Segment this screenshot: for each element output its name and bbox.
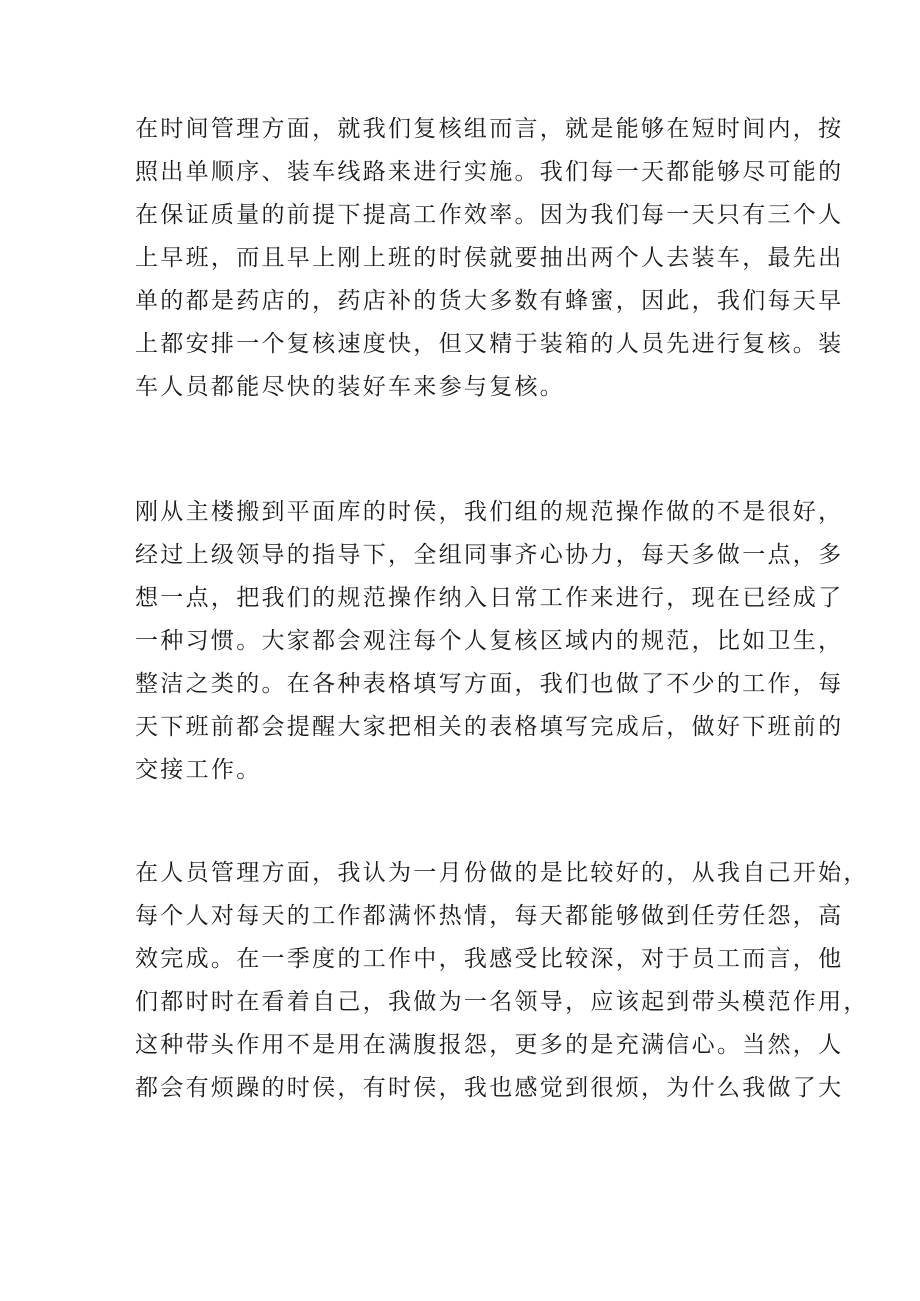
paragraph-personnel-management [135,852,869,1110]
text-line: 在人员管理方面，我认为一月份做的是比较好的，从我自己开始， [135,860,869,886]
text-line: 车人员都能尽快的装好车来参与复核。 [135,374,566,400]
text-line: 照出单顺序、装车线路来进行实施。我们每一天都能够尽可能的 [135,159,844,185]
text-line: 整洁之类的。在各种表格填写方面，我们也做了不少的工作，每 [135,671,844,697]
text-line: 都会有烦躁的时侯，有时侯，我也感觉到很烦，为什么我做了大 [135,1075,844,1101]
text-line: 效完成。在一季度的工作中，我感受比较深，对于员工而言，他 [135,946,844,972]
paragraph-time-management [135,108,844,409]
text-line: 在时间管理方面，就我们复核组而言，就是能够在短时间内，按 [135,116,844,142]
text-line: 想一点，把我们的规范操作纳入日常工作来进行，现在已经成了 [135,585,844,611]
text-line: 在保证质量的前提下提高工作效率。因为我们每一天只有三个人 [135,202,844,228]
text-line: 经过上级领导的指导下，全组同事齐心协力，每天多做一点，多 [135,542,844,568]
text-line: 上早班，而且早上刚上班的时侯就要抽出两个人去装车，最先出 [135,245,844,271]
paragraph-standard-operation [135,491,844,792]
text-line: 天下班前都会提醒大家把相关的表格填写完成后，做好下班前的 [135,714,844,740]
text-line: 这种带头作用不是用在满腹报怨，更多的是充满信心。当然，人 [135,1032,844,1058]
text-line: 们都时时在看着自己，我做为一名领导，应该起到带头模范作用， [135,989,869,1015]
text-line: 一种习惯。大家都会观注每个人复核区域内的规范，比如卫生， [135,628,844,654]
text-line: 刚从主楼搬到平面库的时侯，我们组的规范操作做的不是很好， [135,499,844,525]
text-line: 交接工作。 [135,757,262,783]
text-line: 每个人对每天的工作都满怀热情，每天都能够做到任劳任怨，高 [135,903,844,929]
text-line: 单的都是药店的，药店补的货大多数有蜂蜜，因此，我们每天早 [135,288,844,314]
text-line: 上都安排一个复核速度快，但又精于装箱的人员先进行复核。装 [135,331,844,357]
